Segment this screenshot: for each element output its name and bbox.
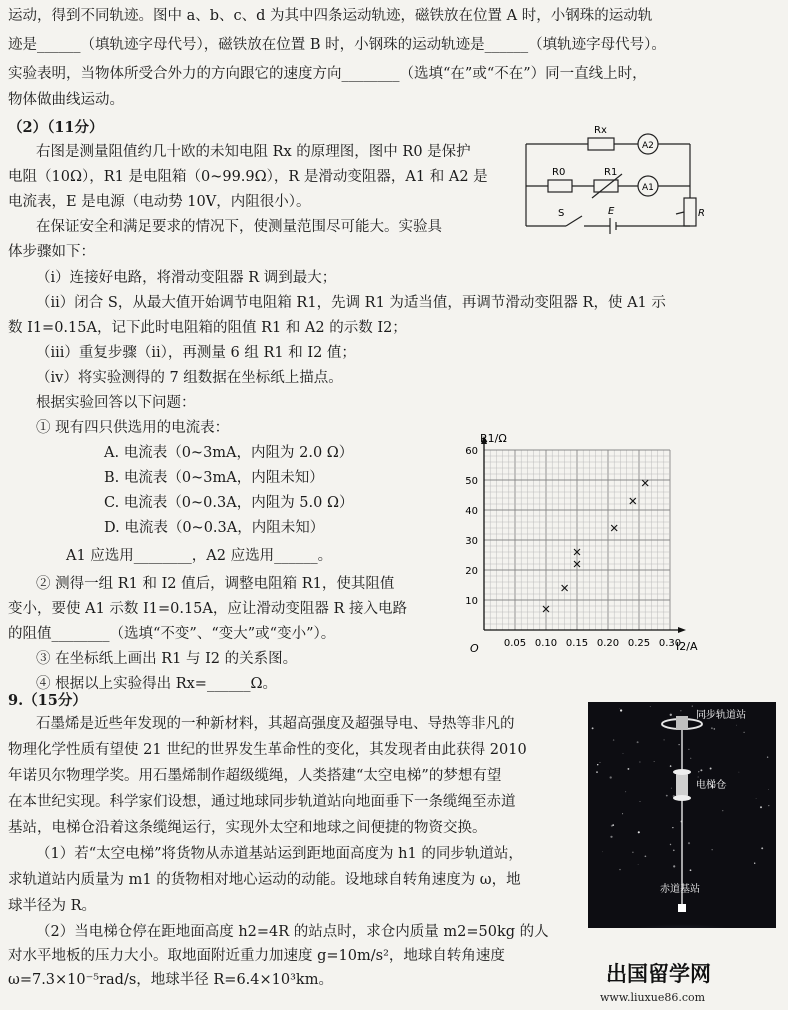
star [619,869,620,870]
star [596,771,598,773]
star [619,708,620,709]
star [767,757,768,758]
step-4: （iv）将实验测得的 7 组数据在坐标纸上描点。 [36,370,343,386]
intro-line-4: 在保证安全和满足要求的情况下，使测量范围尽可能大。实验具 [36,219,442,235]
star [610,776,612,778]
x-tick-label: 0.20 [596,638,620,649]
star [722,810,723,811]
x-tick-label: 0.25 [627,638,651,649]
star [680,710,681,711]
star [673,849,675,851]
x-tick-label: 0.05 [503,638,527,649]
step-2-cont: 数 I1=0.15A，记下此时电阻箱的阻值 R1 和 A2 的示数 I2； [8,320,407,336]
q9-body-3: 年诺贝尔物理学奖。用石墨烯制作超级缆绳，人类搭建“太空电梯”的梦想有望 [8,768,502,784]
star [670,844,671,845]
star [760,806,762,808]
chart-grid [484,450,670,630]
r1-vs-i2-chart [450,424,710,666]
rheostat-r [684,198,696,226]
q9-body-1: 石墨烯是近些年发现的一种新材料，其超高强度及超强导电、导热等非凡的 [36,716,515,732]
choose-meters: A1 应选用________，A2 应选用______。 [66,548,333,564]
option-c: C. 电流表（0~0.3A，内阻为 5.0 Ω） [104,495,354,511]
star [698,771,699,772]
space-elevator-figure [588,702,776,928]
chart-origin: O [470,642,479,655]
star [756,798,757,799]
question-2-line-1: ② 测得一组 R1 和 I2 值后，调整电阻箱 R1，使其阻值 [36,576,395,592]
question-4: ④ 根据以上实验得出 Rx=______Ω。 [36,676,277,692]
option-a: A. 电流表（0~3mA，内阻为 2.0 Ω） [104,445,354,461]
p1-line-3: 实验表明，当物体所受合外力的方向跟它的速度方向________（选填“在”或“不在”）同一直线上时， [8,66,647,82]
star [690,869,692,871]
intro-line-5: 体步骤如下： [8,244,95,260]
star [650,706,651,707]
p1-line-4: 物体做曲线运动。 [8,92,124,108]
y-tick-label: 50 [465,476,478,487]
star [670,714,672,716]
chart-x-label: I2/A [676,640,698,653]
question-3: ③ 在坐标纸上画出 R1 与 I2 的关系图。 [36,651,298,667]
p1-line-2: 迹是______（填轨迹字母代号），磁铁放在位置 B 时，小钢珠的运动轨迹是______（填轨迹字母代号）。 [8,37,666,53]
question-2-line-2: 变小，要使 A1 示数 I1=0.15A，应让滑动变阻器 R 接入电路 [8,601,408,617]
label-elevator: 电梯仓 [696,780,726,791]
star [670,765,672,767]
y-tick-label: 30 [465,536,478,547]
label-a2: A2 [642,141,654,151]
star [712,849,713,850]
star [698,777,699,778]
label-r: R [698,208,705,219]
star [692,706,693,707]
label-equator-base: 赤道基站 [660,884,700,895]
star [599,762,600,763]
star [666,795,668,797]
label-e: E [608,206,615,217]
star [654,761,655,762]
option-d: D. 电流表（0~0.3A，内阻未知） [104,520,325,536]
q9-heading: 9.（15分） [8,692,87,709]
question-1: ① 现有四只供选用的电流表： [36,420,230,436]
option-b: B. 电流表（0~3mA，内阻未知） [104,470,324,486]
q9-part1-3: 球半径为 R。 [8,898,97,914]
star [625,791,626,792]
q9-part2-3: ω=7.3×10⁻⁵rad/s，地球半径 R=6.4×10³km。 [8,972,333,988]
star [639,761,640,762]
label-r0: R0 [552,167,566,178]
star [671,788,672,789]
x-tick-label: 0.15 [565,638,589,649]
r1-resistance-box [594,180,618,192]
star [736,725,737,726]
star [714,728,716,730]
star [592,727,594,729]
x-axis-arrow [678,627,686,633]
intro-line-3: 电流表，E 是电源（电动势 10V，内阻很小）。 [8,194,311,210]
star [768,789,769,790]
star [622,813,623,814]
star [743,732,744,733]
star [711,727,713,729]
star [597,764,598,765]
star [688,842,690,844]
star [678,744,679,745]
star [640,801,641,802]
chart-axes [481,436,686,633]
star [672,827,673,828]
rx-resistor [588,138,614,150]
y-tick-label: 10 [465,596,478,607]
chart-y-label: R1/Ω [480,432,507,445]
label-rx: Rx [594,125,607,136]
q9-part1-1: （1）若“太空电梯”将货物从赤道基站运到距地面高度为 h1 的同步轨道站， [36,846,523,862]
star [768,805,769,806]
star [700,769,702,771]
star [638,864,639,865]
star [627,768,629,770]
star [673,865,675,867]
intro-line-1: 右图是测量阻值约几十欧的未知电阻 Rx 的原理图，图中 R0 是保护 [36,144,471,160]
star [623,753,624,754]
star [754,863,755,864]
star [613,739,614,740]
star [663,739,664,740]
answer-prompt: 根据实验回答以下问题： [36,395,196,411]
q9-part2-1: （2）当电梯仓停在距地面高度 h2=4R 的站点时，求仓内质量 m2=50kg 的人 [36,924,549,940]
star [620,709,622,711]
y-tick-labels [465,446,478,607]
step-1: （i）连接好电路，将滑动变阻器 R 调到最大； [36,270,337,286]
label-r1: R1 [604,167,618,178]
star [637,741,639,743]
intro-line-2: 电阻（10Ω），R1 是电阻箱（0~99.9Ω），R 是滑动变阻器，A1 和 A2 是 [8,169,488,185]
star [610,836,612,838]
y-tick-label: 40 [465,506,478,517]
q9-body-5: 基站，电梯仓沿着这条缆绳运行，实现外太空和地球之间便捷的物资交换。 [8,820,487,836]
label-a1: A1 [642,183,654,193]
star [690,758,691,759]
step-3: （iii）重复步骤（ii），再测量 6 组 R1 和 I2 值； [36,345,356,361]
circuit-diagram [518,118,710,234]
q9-part2-2: 对水平地板的压力大小。取地面附近重力加速度 g=10m/s²，地球自转角速度 [8,948,505,964]
star [688,749,689,750]
footer-brand: 出国留学网 [606,962,711,986]
q9-body-2: 物理化学性质有望使 21 世纪的世界发生革命性的变化，其发现者由此获得 2010 [8,742,527,758]
star [602,851,603,852]
y-tick-label: 20 [465,566,478,577]
footer-url[interactable]: www.liuxue86.com [600,991,706,1004]
x-tick-labels [504,638,681,649]
x-tick-label: 0.30 [658,638,682,649]
label-s: S [558,208,565,219]
y-tick-label: 60 [465,446,478,457]
star [710,768,712,770]
star [645,855,647,857]
question-2-line-3: 的阻值________（选填“不变”、“变大”或“变小”）。 [8,626,336,642]
label-sync-station: 同步轨道站 [696,710,746,721]
x-tick-label: 0.10 [534,638,558,649]
star [632,852,633,853]
section-2-heading: （2）（11分） [8,119,104,136]
r0-resistor [548,180,572,192]
star [638,831,640,833]
star [761,847,763,849]
q9-part1-2: 求轨道站内质量为 m1 的货物相对地心运动的动能。设地球自转角速度为 ω，地 [8,872,521,888]
q9-body-4: 在本世纪实现。科学家们设想，通过地球同步轨道站向地面垂下一条缆绳至赤道 [8,794,516,810]
step-2: （ii）闭合 S，从最大值开始调节电阻箱 R1，先调 R1 为适当值，再调节滑动变阻器 R，使 A1 示 [36,295,666,311]
elevator-capsule [676,772,688,798]
p1-line-1: 运动，得到不同轨迹。图中 a、b、c、d 为其中四条运动轨迹，磁铁放在位置 A 时，小钢珠的运动轨 [8,8,653,24]
star [739,772,740,773]
star [612,824,614,826]
